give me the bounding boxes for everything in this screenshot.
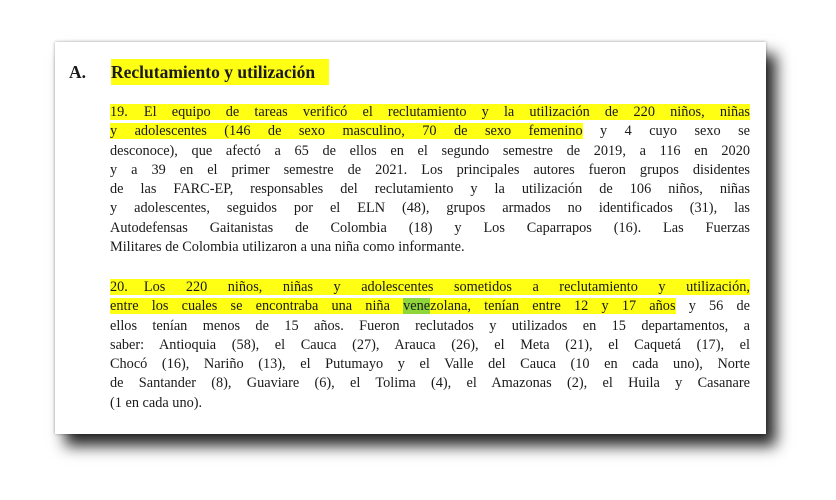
paragraph-line: saber: Antioquia (58), el Cauca (27), Arauca (26), el Meta (21), el Caquetá (17), el (110, 336, 750, 353)
paragraph-line: Autodefensas Gaitanistas de Colombia (18) y Los Caparrapos (16). Las Fuerzas (110, 219, 750, 236)
section-letter: A. (69, 62, 87, 82)
paragraph-line: 19. El equipo de tareas verificó el reclutamiento y la utilización de 220 niños, niñas (110, 104, 750, 120)
paragraph-line: y adolescentes (146 de sexo masculino, 70 de sexo femenino y 4 cuyo sexo se (110, 123, 750, 140)
paragraph-line: y adolescentes, seguidos por el ELN (48), grupos armados no identificados (31), las (110, 200, 750, 217)
paragraph-line: de Santander (8), Guaviare (6), el Tolima (4), el Amazonas (2), el Huila y Casanare (110, 375, 750, 392)
section-title: Reclutamiento y utilización (111, 59, 329, 85)
paragraph-20 (110, 278, 750, 413)
green-highlight: vene (403, 298, 431, 315)
paragraph-line: de las FARC-EP, responsables del reclutamiento y la utilización de 106 niños, niñas (110, 181, 750, 198)
paragraph-line: ellos tenían menos de 15 años. Fueron reclutados y utilizados en 15 departamentos, a (110, 317, 750, 334)
paragraph-line: (1 en cada uno). (110, 394, 203, 411)
paragraph-line: desconoce), que afectó a 65 de ellos en el segundo semestre de 2019, a 116 en 2020 (110, 142, 750, 159)
paragraph-line: entre los cuales se encontraba una niña venezolana, tenían entre 12 y 17 años y 56 de (110, 298, 750, 315)
paragraph-line: y a 39 en el primer semestre de 2021. Los principales autores fueron grupos disidentes (110, 161, 750, 178)
section-heading (69, 62, 329, 83)
paragraph-number: 20. (110, 279, 128, 295)
paragraph-line: Militares de Colombia utilizaron a una niña como informante. (110, 239, 465, 256)
paragraph-number: 19. (110, 104, 128, 120)
document-page (55, 42, 766, 434)
paragraph-line: Chocó (16), Nariño (13), el Putumayo y el Valle del Cauca (10 en cada uno), Norte (110, 356, 750, 373)
paragraph-line: 20. Los 220 niños, niñas y adolescentes sometidos a reclutamiento y utilización, (110, 279, 750, 295)
paragraph-19 (110, 103, 750, 257)
